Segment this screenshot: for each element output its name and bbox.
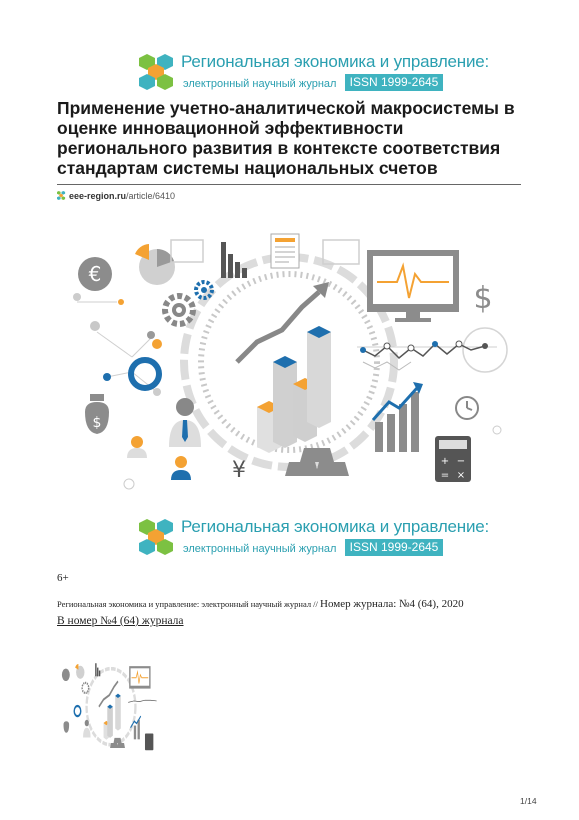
issue-link[interactable]: В номер №4 (64) журнала	[57, 615, 184, 627]
document-icon	[271, 234, 299, 268]
title-divider	[57, 184, 521, 185]
gear-icon	[165, 296, 193, 324]
source-url[interactable]	[57, 191, 175, 202]
euro-icon	[78, 257, 112, 291]
site-favicon-icon	[57, 191, 66, 200]
network-node	[153, 388, 161, 396]
journal-issn-badge: ISSN 1999-2645	[345, 539, 443, 556]
journal-issn-badge: ISSN 1999-2645	[345, 74, 443, 91]
hero-illustration	[57, 222, 521, 498]
frame-icon	[171, 240, 203, 262]
journal-logo-top	[137, 52, 490, 92]
journal-title: Региональная экономика и управление:	[181, 52, 490, 71]
page-number: 1/14	[520, 796, 537, 806]
svg-text:$: $	[92, 415, 102, 431]
network-node	[118, 299, 124, 305]
clock-icon	[456, 397, 478, 419]
growth-arrow-icon	[237, 292, 319, 362]
journal-title: Региональная экономика и управление:	[181, 517, 490, 536]
calculator-icon	[435, 436, 471, 482]
network-node	[124, 479, 134, 489]
svg-text:−: −	[456, 456, 466, 467]
network-node	[147, 331, 155, 339]
network-node	[493, 426, 501, 434]
person-icon	[169, 398, 201, 447]
network-node	[90, 321, 100, 331]
svg-text:=: =	[440, 470, 450, 481]
citation-journal: Региональная экономика и управление: электронный научный журнал //	[57, 599, 321, 609]
citation-issue: Номер журнала: №4 (64), 2020	[320, 598, 464, 610]
dollar-icon: $	[473, 281, 493, 316]
journal-subtitle: электронный научный журнал	[183, 78, 337, 90]
source-domain: eee-region.ru	[69, 191, 127, 201]
3d-bar-chart	[257, 326, 331, 453]
person-icon	[171, 456, 191, 480]
svg-text:×: ×	[456, 470, 466, 481]
logo-cubes-icon	[137, 517, 175, 557]
yen-icon: ¥	[232, 458, 246, 483]
network-node	[103, 373, 111, 381]
network-node	[152, 339, 162, 349]
age-rating: 6+	[57, 572, 69, 584]
journal-subtitle: электронный научный журнал	[183, 543, 337, 555]
journal-logo-bottom	[137, 517, 490, 557]
source-path: /article/6410	[126, 191, 176, 201]
network-node	[73, 293, 81, 301]
bar-chart-small-icon	[221, 242, 247, 278]
logo-cubes-icon	[137, 52, 175, 92]
monitor-icon	[367, 250, 459, 322]
svg-text:+: +	[440, 456, 450, 467]
article-title: Применение учетно-аналитической макросистемы в оценке инновационной эффективности регионального развития в контексте соответствия стандартам системы национальных счетов	[57, 98, 515, 178]
pie-chart-icon	[135, 244, 175, 285]
citation-line	[57, 598, 464, 610]
person-icon	[127, 436, 147, 458]
article-thumbnail	[57, 656, 165, 756]
money-bag-icon	[85, 394, 109, 434]
svg-text:€: €	[88, 262, 102, 286]
